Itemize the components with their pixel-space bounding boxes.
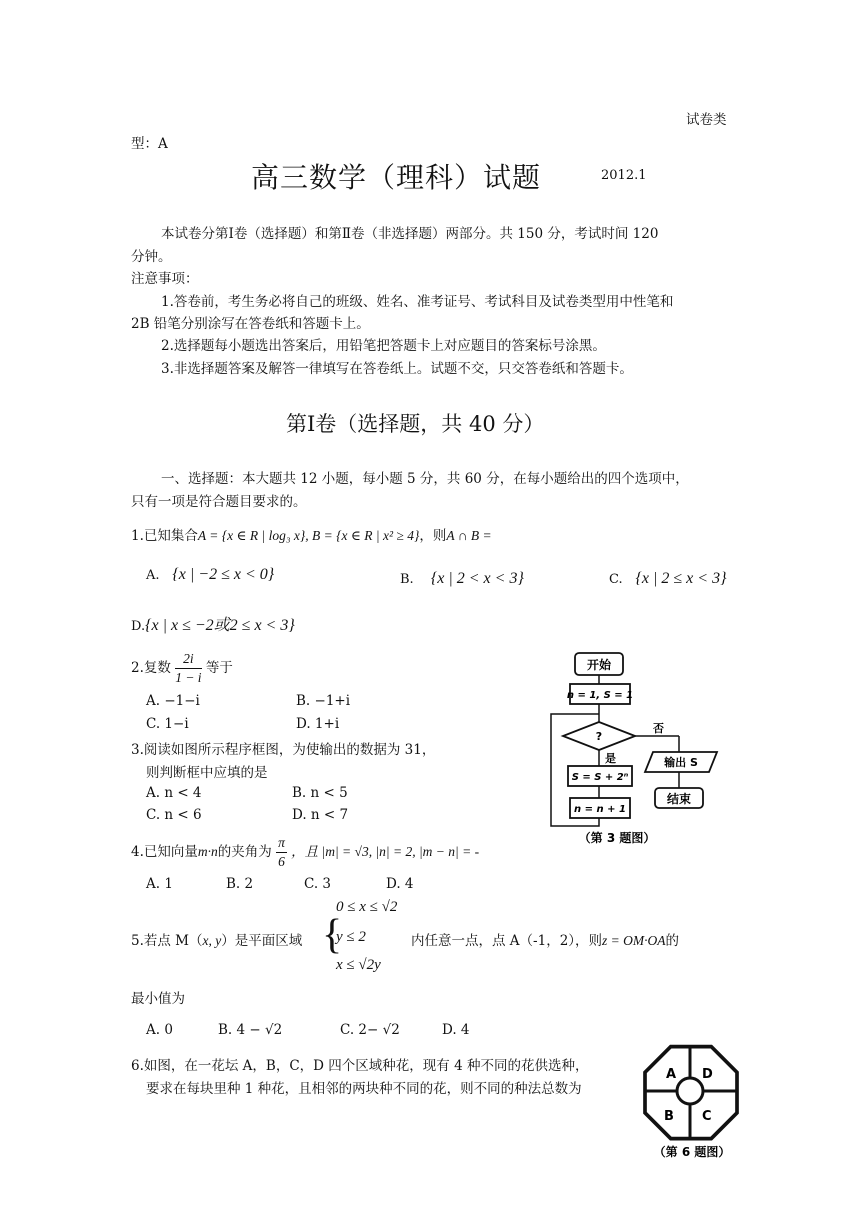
question-2-option-c: C. 1−i — [146, 716, 189, 732]
region-d-label: D — [702, 1067, 713, 1082]
question-5-option-a: A. 0 — [146, 1022, 173, 1038]
question-3-option-c: C. n < 6 — [146, 807, 202, 823]
question-6-stem-2: 要求在每块里种 1 种花，且相邻的两块种不同的花，则不同的种法总数为 — [146, 1081, 582, 1097]
question-2-option-d: D. 1+i — [296, 716, 340, 732]
note-2: 2.选择题每小题选出答案后，用铅笔把答题卡上对应题目的答案标号涂黑。 — [161, 338, 606, 354]
notes-title: 注意事项： — [131, 271, 199, 287]
q4-fraction: $\frac{\pi}{6}$ — [278, 835, 285, 869]
question-1-option-a: A. {x | −2 ≤ x < 0} — [146, 566, 275, 583]
intro-line-1: 本试卷分第Ⅰ卷（选择题）和第Ⅱ卷（非选择题）两部分。共 150 分，考试时间 120 — [161, 226, 659, 242]
question-5-stem-right: 内任意一点，点 A（-1，2），则z = OM·OA的 — [411, 933, 680, 949]
flowerbed-figure — [640, 1040, 750, 1162]
question-4-option-a: A. 1 — [146, 876, 173, 892]
flowchart-figure — [545, 648, 735, 848]
flowchart-caption: （第 3 题图） — [578, 831, 656, 845]
question-3-option-b: B. n < 5 — [292, 785, 348, 801]
question-4-option-d: D. 4 — [386, 876, 414, 892]
question-5-option-d: D. 4 — [442, 1022, 470, 1038]
flow-yes-label: 是 — [605, 752, 616, 765]
note-1a: 1.答卷前，考生务必将自己的班级、姓名、准考证号、考试科目及试卷类型用中性笔和 — [161, 294, 674, 310]
note-3: 3.非选择题答案及解答一律填写在答卷纸上。试题不交，只交答卷纸和答题卡。 — [161, 361, 633, 377]
question-5-stem-2: 最小值为 — [131, 991, 185, 1007]
q5-system-brace: { — [322, 912, 343, 958]
q5-system-line-3: x ≤ √2y — [336, 957, 381, 973]
question-6-stem-1: 6.如图，在一花坛 A，B，C，D 四个区域种花，现有 4 种不同的花供选种， — [131, 1058, 589, 1074]
question-5-option-b: B. 4 − √2 — [218, 1022, 283, 1038]
question-4-stem: 4.已知向量m·n的夹角为 $\frac{\pi}{6}$ ，且 |m| = √3, |n| = 2, |m − n| = - — [131, 835, 480, 869]
page-title: 高三数学（理科）试题 — [251, 161, 542, 194]
flow-update-s-label: S = S + 2ⁿ — [571, 772, 629, 783]
question-3-stem-2: 则判断框中应填的是 — [146, 765, 268, 781]
region-c-label: C — [702, 1109, 712, 1124]
question-1-stem: 1.已知集合A = {x ∈ R | log₃ x}, B = {x ∈ R | x² ≥ 4}，则A ∩ B = — [131, 528, 492, 544]
flow-init-label: n = 1, S = 1 — [566, 690, 634, 701]
question-1-option-b: B. {x | 2 < x < 3} — [400, 570, 524, 587]
q5-system-line-2: y ≤ 2 — [336, 929, 366, 945]
paper-type-value: 型：A — [131, 136, 168, 152]
paper-type-label: 试卷类 — [686, 112, 727, 128]
section-title: 第Ⅰ卷（选择题，共 40 分） — [286, 412, 545, 436]
question-2-stem: 2.复数 $\frac{2i}{1 - i}$ 等于 — [131, 651, 233, 685]
question-4-option-b: B. 2 — [226, 876, 254, 892]
question-3-option-d: D. n < 7 — [292, 807, 349, 823]
flowerbed-caption: （第 6 题图） — [653, 1145, 731, 1159]
flow-no-label: 否 — [653, 722, 664, 735]
section-desc-2: 只有一项是符合题目要求的。 — [131, 494, 307, 510]
flowerbed-center-circle — [677, 1078, 703, 1104]
question-4-option-c: C. 3 — [304, 876, 332, 892]
flow-output-label: 输出 S — [664, 756, 698, 769]
question-3-stem-1: 3.阅读如图所示程序框图，为使输出的数据为 31， — [131, 742, 436, 758]
region-b-label: B — [664, 1109, 674, 1124]
question-2-option-a: A. −1−i — [146, 693, 200, 709]
note-1b: 2B 铅笔分别涂写在答卷纸和答题卡上。 — [131, 316, 370, 332]
flow-update-n-label: n = n + 1 — [574, 804, 626, 815]
intro-line-2: 分钟。 — [131, 249, 172, 265]
q2-fraction: $\frac{2i}{1 - i}$ — [175, 651, 202, 685]
flow-end-label: 结束 — [666, 792, 692, 806]
exam-date: 2012.1 — [601, 168, 647, 183]
flow-condition-label: ? — [595, 730, 603, 743]
question-5-stem-left: 5.若点 M（x, y）是平面区域 — [131, 933, 303, 949]
question-1-option-d: D.{x | x ≤ −2或2 ≤ x < 3} — [131, 617, 295, 634]
question-1-option-c: C. {x | 2 ≤ x < 3} — [609, 570, 727, 587]
question-3-option-a: A. n < 4 — [146, 785, 202, 801]
question-5-option-c: C. 2− √2 — [340, 1022, 400, 1038]
section-desc-1: 一、选择题：本大题共 12 小题，每小题 5 分，共 60 分，在每小题给出的四个选项中， — [161, 471, 689, 487]
q5-system-line-1: 0 ≤ x ≤ √2 — [336, 899, 398, 915]
question-2-option-b: B. −1+i — [296, 693, 351, 709]
region-a-label: A — [666, 1067, 677, 1082]
flow-start-label: 开始 — [586, 658, 612, 672]
